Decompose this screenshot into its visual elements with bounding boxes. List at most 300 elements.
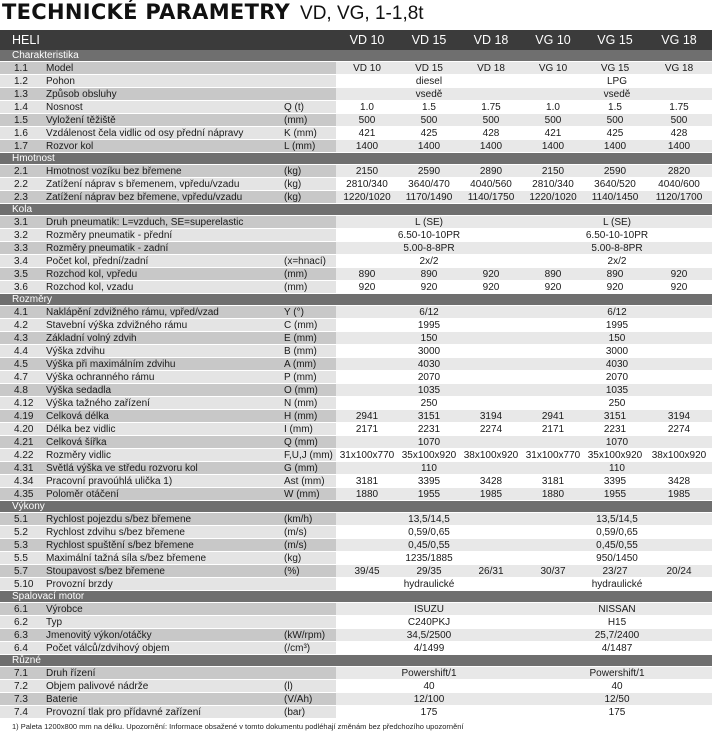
value-cell: 920: [398, 281, 460, 294]
table-row: [0, 229, 712, 242]
row-label: Pracovní pravoúhlá ulička 1): [44, 475, 270, 488]
value-cell: 12/100: [336, 693, 522, 706]
row-unit: B (mm): [270, 345, 336, 358]
value-cell: 39/45: [336, 565, 398, 578]
value-cell: 428: [646, 127, 712, 140]
row-number: 3.2: [0, 229, 44, 242]
row-number: 4.2: [0, 319, 44, 332]
value-cell: 175: [522, 706, 712, 719]
row-number: 6.3: [0, 629, 44, 642]
value-cell: 1.75: [460, 101, 522, 114]
table-row: [0, 216, 712, 229]
value-cell: 34,5/2500: [336, 629, 522, 642]
value-cell: vsedě: [336, 88, 522, 101]
row-label: Typ: [44, 616, 270, 629]
table-row: [0, 488, 712, 501]
row-number: 5.7: [0, 565, 44, 578]
value-cell: 4030: [336, 358, 522, 371]
row-unit: Q (t): [270, 101, 336, 114]
table-row: [0, 410, 712, 423]
value-cell: 920: [584, 281, 646, 294]
table-header: [0, 30, 712, 50]
value-cell: NISSAN: [522, 603, 712, 616]
row-label: Rychlost spuštění s/bez břemene: [44, 539, 270, 552]
row-label: Naklápění zdvižného rámu, vpřed/vzad: [44, 306, 270, 319]
value-cell: 31x100x770: [522, 449, 584, 462]
table-row: [0, 101, 712, 114]
value-cell: 1880: [336, 488, 398, 501]
value-cell: 2x/2: [522, 255, 712, 268]
value-cell: 3151: [398, 410, 460, 423]
value-cell: 1035: [522, 384, 712, 397]
row-number: 3.4: [0, 255, 44, 268]
row-unit: (l): [270, 680, 336, 693]
row-number: 1.7: [0, 140, 44, 153]
row-unit: (m/s): [270, 526, 336, 539]
table-row: [0, 140, 712, 153]
table-row: [0, 603, 712, 616]
row-label: Rozměry pneumatik - zadní: [44, 242, 270, 255]
row-unit: [270, 229, 336, 242]
value-cell: 2150: [522, 165, 584, 178]
value-cell: 29/35: [398, 565, 460, 578]
row-number: 7.4: [0, 706, 44, 719]
value-cell: 250: [336, 397, 522, 410]
row-number: 3.1: [0, 216, 44, 229]
table-row: [0, 345, 712, 358]
row-number: 6.1: [0, 603, 44, 616]
value-cell: 1995: [336, 319, 522, 332]
row-number: 4.7: [0, 371, 44, 384]
row-number: 1.4: [0, 101, 44, 114]
row-label: Druh pneumatik: L=vzduch, SE=superelastic: [44, 216, 270, 229]
value-cell: 2810/340: [336, 178, 398, 191]
table-row: [0, 565, 712, 578]
value-cell: L (SE): [336, 216, 522, 229]
value-cell: 13,5/14,5: [336, 513, 522, 526]
row-number: 1.1: [0, 62, 44, 75]
row-unit: (kg): [270, 191, 336, 204]
row-unit: H (mm): [270, 410, 336, 423]
value-cell: 2231: [584, 423, 646, 436]
value-cell: 1140/1450: [584, 191, 646, 204]
value-cell: 1985: [646, 488, 712, 501]
value-cell: 2231: [398, 423, 460, 436]
row-number: 5.2: [0, 526, 44, 539]
value-cell: 500: [584, 114, 646, 127]
row-label: Zatížení náprav s břemenem, vpředu/vzadu: [44, 178, 270, 191]
row-number: 4.22: [0, 449, 44, 462]
row-label: Hmotnost vozíku bez břemene: [44, 165, 270, 178]
row-unit: [270, 242, 336, 255]
section-header: [0, 50, 712, 62]
section-header: [0, 501, 712, 513]
section-header: [0, 655, 712, 667]
value-cell: 425: [398, 127, 460, 140]
row-label: Celková šířka: [44, 436, 270, 449]
value-cell: 3000: [522, 345, 712, 358]
row-label: Vyložení těžiště: [44, 114, 270, 127]
value-cell: 1880: [522, 488, 584, 501]
value-cell: 1.0: [336, 101, 398, 114]
value-cell: 920: [646, 268, 712, 281]
value-cell: 3428: [646, 475, 712, 488]
table-row: [0, 462, 712, 475]
section-title: Výkony: [0, 501, 712, 513]
row-unit: P (mm): [270, 371, 336, 384]
value-cell: 2274: [460, 423, 522, 436]
row-number: 5.5: [0, 552, 44, 565]
row-number: 1.6: [0, 127, 44, 140]
row-label: Rozchod kol, vpředu: [44, 268, 270, 281]
value-cell: 4/1487: [522, 642, 712, 655]
value-cell: 890: [398, 268, 460, 281]
row-number: 4.35: [0, 488, 44, 501]
value-cell: 26/31: [460, 565, 522, 578]
row-label: Výrobce: [44, 603, 270, 616]
value-cell: 38x100x920: [460, 449, 522, 462]
row-label: Poloměr otáčení: [44, 488, 270, 501]
value-cell: 920: [336, 281, 398, 294]
row-number: 1.3: [0, 88, 44, 101]
table-row: [0, 306, 712, 319]
row-label: Jmenovitý výkon/otáčky: [44, 629, 270, 642]
value-cell: 1985: [460, 488, 522, 501]
row-number: 4.21: [0, 436, 44, 449]
value-cell: 890: [522, 268, 584, 281]
table-row: [0, 114, 712, 127]
brand-label: HELI: [0, 30, 336, 50]
row-label: Výška sedadla: [44, 384, 270, 397]
value-cell: 31x100x770: [336, 449, 398, 462]
row-unit: (mm): [270, 281, 336, 294]
table-row: [0, 423, 712, 436]
value-cell: 0,45/0,55: [336, 539, 522, 552]
table-row: [0, 526, 712, 539]
value-cell: 4030: [522, 358, 712, 371]
row-label: Zatížení náprav bez břemene, vpředu/vzadu: [44, 191, 270, 204]
model-header: VD 10: [336, 30, 398, 50]
row-label: Počet kol, přední/zadní: [44, 255, 270, 268]
value-cell: 1955: [398, 488, 460, 501]
row-label: Základní volný zdvih: [44, 332, 270, 345]
section-header: [0, 591, 712, 603]
table-row: [0, 268, 712, 281]
table-row: [0, 384, 712, 397]
table-row: [0, 75, 712, 88]
value-cell: 1170/1490: [398, 191, 460, 204]
row-unit: [270, 62, 336, 75]
value-cell: 1400: [460, 140, 522, 153]
row-unit: F,U,J (mm): [270, 449, 336, 462]
value-cell: 6/12: [336, 306, 522, 319]
row-number: 3.3: [0, 242, 44, 255]
table-row: [0, 178, 712, 191]
row-unit: (x=hnací): [270, 255, 336, 268]
value-cell: 1995: [522, 319, 712, 332]
value-cell: 1.5: [398, 101, 460, 114]
value-cell: hydraulické: [522, 578, 712, 591]
row-label: Model: [44, 62, 270, 75]
value-cell: 6.50-10-10PR: [522, 229, 712, 242]
section-header: [0, 294, 712, 306]
value-cell: 2x/2: [336, 255, 522, 268]
row-unit: (kg): [270, 552, 336, 565]
value-cell: 6.50-10-10PR: [336, 229, 522, 242]
row-unit: [270, 616, 336, 629]
row-unit: (kg): [270, 178, 336, 191]
value-cell: 1120/1700: [646, 191, 712, 204]
row-label: Objem palivové nádrže: [44, 680, 270, 693]
value-cell: 3181: [522, 475, 584, 488]
value-cell: 1400: [584, 140, 646, 153]
section-title: Různé: [0, 655, 712, 667]
table-row: [0, 475, 712, 488]
value-cell: LPG: [522, 75, 712, 88]
value-cell: 2890: [460, 165, 522, 178]
value-cell: 6/12: [522, 306, 712, 319]
value-cell: 425: [584, 127, 646, 140]
row-unit: A (mm): [270, 358, 336, 371]
row-unit: Q (mm): [270, 436, 336, 449]
row-label: Rozměry pneumatik - přední: [44, 229, 270, 242]
row-unit: K (mm): [270, 127, 336, 140]
row-number: 6.4: [0, 642, 44, 655]
table-row: [0, 358, 712, 371]
value-cell: VD 15: [398, 62, 460, 75]
value-cell: 1070: [522, 436, 712, 449]
value-cell: H15: [522, 616, 712, 629]
row-unit: [270, 667, 336, 680]
spec-table-body: [0, 50, 712, 719]
table-row: [0, 281, 712, 294]
table-row: [0, 191, 712, 204]
table-row: [0, 578, 712, 591]
row-number: 5.10: [0, 578, 44, 591]
value-cell: 1.75: [646, 101, 712, 114]
model-header: VG 10: [522, 30, 584, 50]
value-cell: VD 18: [460, 62, 522, 75]
row-number: 4.31: [0, 462, 44, 475]
row-label: Rychlost pojezdu s/bez břemene: [44, 513, 270, 526]
row-unit: (V/Ah): [270, 693, 336, 706]
value-cell: 3194: [646, 410, 712, 423]
row-number: 6.2: [0, 616, 44, 629]
table-row: [0, 552, 712, 565]
row-number: 2.3: [0, 191, 44, 204]
row-label: Výška tažného zařízení: [44, 397, 270, 410]
row-unit: N (mm): [270, 397, 336, 410]
value-cell: 1235/1885: [336, 552, 522, 565]
value-cell: vsedě: [522, 88, 712, 101]
row-label: Provozní brzdy: [44, 578, 270, 591]
row-label: Stoupavost s/bez břemene: [44, 565, 270, 578]
row-number: 7.3: [0, 693, 44, 706]
section-title: Rozměry: [0, 294, 712, 306]
value-cell: 2150: [336, 165, 398, 178]
row-number: 4.19: [0, 410, 44, 423]
table-row: [0, 539, 712, 552]
table-row: [0, 680, 712, 693]
spec-table: [0, 30, 712, 719]
value-cell: 110: [336, 462, 522, 475]
row-label: Rozchod kol, vzadu: [44, 281, 270, 294]
table-row: [0, 88, 712, 101]
value-cell: 500: [522, 114, 584, 127]
value-cell: 500: [646, 114, 712, 127]
value-cell: 3640/520: [584, 178, 646, 191]
table-row: [0, 436, 712, 449]
value-cell: 1.0: [522, 101, 584, 114]
row-unit: (m/s): [270, 539, 336, 552]
value-cell: 2941: [336, 410, 398, 423]
value-cell: 500: [460, 114, 522, 127]
row-unit: O (mm): [270, 384, 336, 397]
row-unit: G (mm): [270, 462, 336, 475]
row-unit: E (mm): [270, 332, 336, 345]
row-label: Výška ochranného rámu: [44, 371, 270, 384]
model-header: VD 18: [460, 30, 522, 50]
row-unit: L (mm): [270, 140, 336, 153]
value-cell: 1140/1750: [460, 191, 522, 204]
table-row: [0, 629, 712, 642]
value-cell: 40: [336, 680, 522, 693]
value-cell: 25,7/2400: [522, 629, 712, 642]
value-cell: 2171: [336, 423, 398, 436]
section-header: [0, 204, 712, 216]
value-cell: 23/27: [584, 565, 646, 578]
row-unit: Y (°): [270, 306, 336, 319]
row-unit: [270, 216, 336, 229]
row-label: Pohon: [44, 75, 270, 88]
section-title: Hmotnost: [0, 153, 712, 165]
value-cell: Powershift/1: [336, 667, 522, 680]
row-unit: (mm): [270, 268, 336, 281]
row-label: Stavební výška zdvižného rámu: [44, 319, 270, 332]
value-cell: 0,45/0,55: [522, 539, 712, 552]
row-label: Druh řízení: [44, 667, 270, 680]
value-cell: VG 10: [522, 62, 584, 75]
value-cell: 1220/1020: [522, 191, 584, 204]
row-label: Celková délka: [44, 410, 270, 423]
row-number: 5.3: [0, 539, 44, 552]
row-label: Počet válců/zdvihový objem: [44, 642, 270, 655]
row-label: Provozní tlak pro přídavné zařízení: [44, 706, 270, 719]
table-row: [0, 693, 712, 706]
row-number: 4.34: [0, 475, 44, 488]
model-header: VG 18: [646, 30, 712, 50]
row-number: 5.1: [0, 513, 44, 526]
footnote: 1) Paleta 1200x800 mm na délku. Upozornění: Informace obsažené v tomto dokumentu podléhají změnám bez předchozího upozornění: [12, 722, 464, 731]
row-number: 4.5: [0, 358, 44, 371]
row-unit: [270, 75, 336, 88]
row-number: 4.8: [0, 384, 44, 397]
value-cell: 3395: [398, 475, 460, 488]
table-row: [0, 255, 712, 268]
row-label: Rozvor kol: [44, 140, 270, 153]
row-number: 4.12: [0, 397, 44, 410]
value-cell: 20/24: [646, 565, 712, 578]
row-label: Rychlost zdvihu s/bez břemene: [44, 526, 270, 539]
value-cell: 3428: [460, 475, 522, 488]
row-label: Baterie: [44, 693, 270, 706]
table-row: [0, 332, 712, 345]
value-cell: 3151: [584, 410, 646, 423]
value-cell: 1.5: [584, 101, 646, 114]
value-cell: 2590: [398, 165, 460, 178]
table-row: [0, 397, 712, 410]
document-title: [0, 0, 712, 30]
value-cell: 1220/1020: [336, 191, 398, 204]
value-cell: 2820: [646, 165, 712, 178]
table-row: [0, 319, 712, 332]
value-cell: 890: [336, 268, 398, 281]
table-row: [0, 449, 712, 462]
value-cell: 3000: [336, 345, 522, 358]
value-cell: 2070: [522, 371, 712, 384]
section-title: Spalovací motor: [0, 591, 712, 603]
value-cell: 5.00-8-8PR: [522, 242, 712, 255]
row-label: Délka bez vidlic: [44, 423, 270, 436]
section-title: Kola: [0, 204, 712, 216]
value-cell: 3194: [460, 410, 522, 423]
row-label: Vzdálenost čela vidlic od osy přední nápravy: [44, 127, 270, 140]
row-unit: (km/h): [270, 513, 336, 526]
value-cell: ISUZU: [336, 603, 522, 616]
table-row: [0, 127, 712, 140]
value-cell: 2590: [584, 165, 646, 178]
row-number: 4.4: [0, 345, 44, 358]
title-main: TECHNICKÉ PARAMETRY: [2, 0, 291, 24]
row-unit: (kW/rpm): [270, 629, 336, 642]
row-unit: C (mm): [270, 319, 336, 332]
value-cell: 35x100x920: [584, 449, 646, 462]
row-unit: (%): [270, 565, 336, 578]
row-number: 1.2: [0, 75, 44, 88]
value-cell: 3395: [584, 475, 646, 488]
value-cell: 4040/560: [460, 178, 522, 191]
row-unit: (/cm³): [270, 642, 336, 655]
row-number: 4.1: [0, 306, 44, 319]
value-cell: 920: [522, 281, 584, 294]
value-cell: 920: [460, 268, 522, 281]
value-cell: 0,59/0,65: [336, 526, 522, 539]
value-cell: 12/50: [522, 693, 712, 706]
value-cell: VG 18: [646, 62, 712, 75]
value-cell: 1400: [646, 140, 712, 153]
row-label: Rozměry vidlic: [44, 449, 270, 462]
value-cell: 950/1450: [522, 552, 712, 565]
row-unit: (mm): [270, 114, 336, 127]
row-unit: [270, 578, 336, 591]
row-unit: (kg): [270, 165, 336, 178]
value-cell: 1070: [336, 436, 522, 449]
value-cell: VD 10: [336, 62, 398, 75]
table-row: [0, 667, 712, 680]
model-header: VG 15: [584, 30, 646, 50]
value-cell: 5.00-8-8PR: [336, 242, 522, 255]
row-unit: (bar): [270, 706, 336, 719]
value-cell: Powershift/1: [522, 667, 712, 680]
row-number: 4.3: [0, 332, 44, 345]
value-cell: 4/1499: [336, 642, 522, 655]
value-cell: 2810/340: [522, 178, 584, 191]
value-cell: 2274: [646, 423, 712, 436]
row-number: 7.2: [0, 680, 44, 693]
value-cell: 421: [522, 127, 584, 140]
value-cell: 890: [584, 268, 646, 281]
model-header: VD 15: [398, 30, 460, 50]
